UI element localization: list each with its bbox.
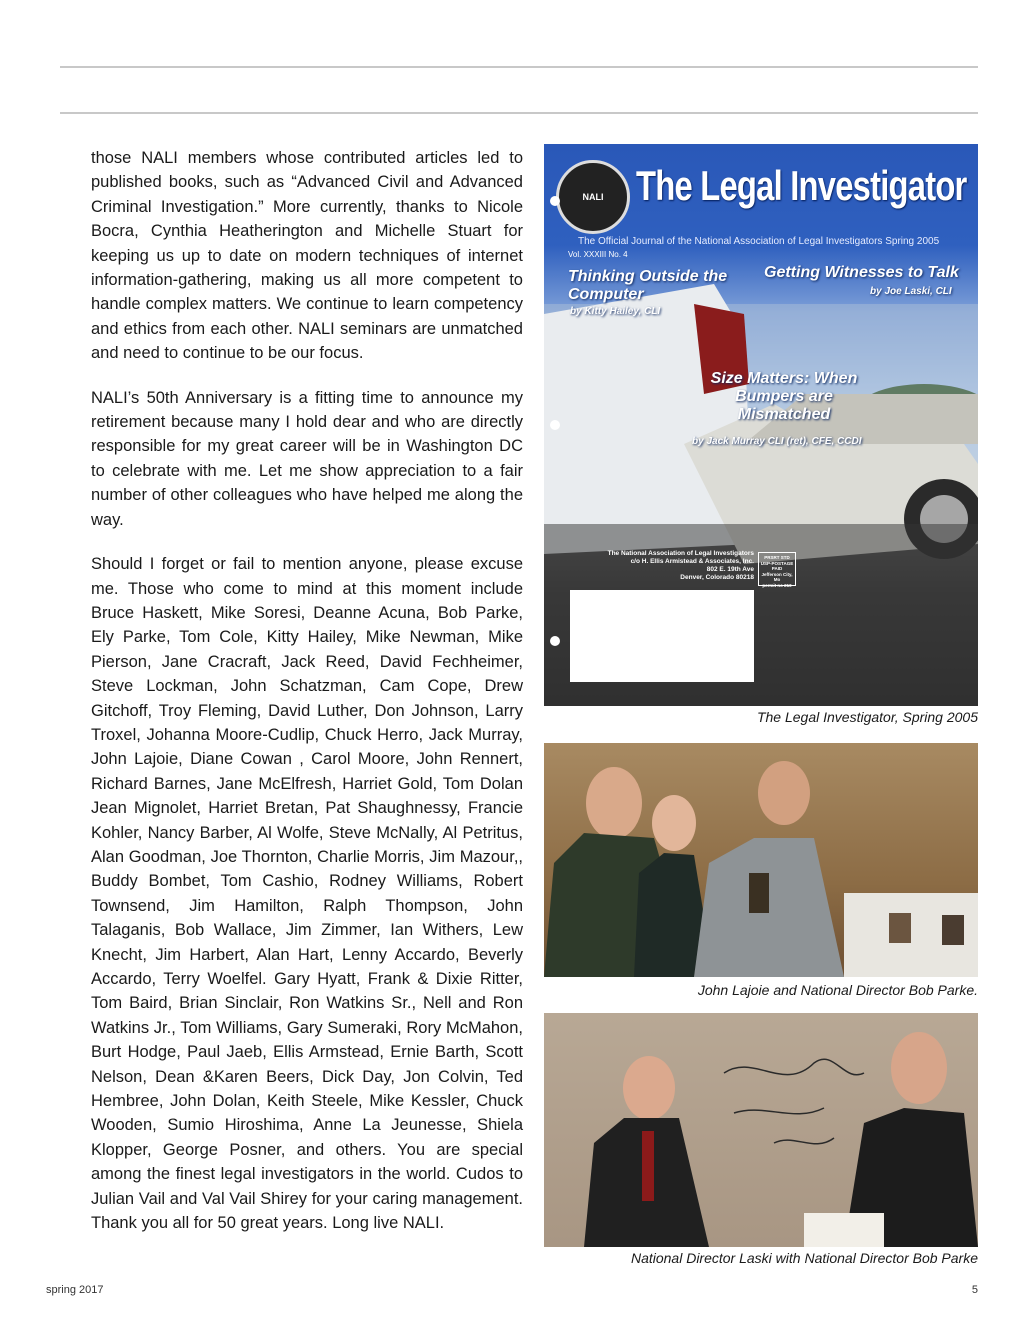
page-number: 5: [971, 1284, 978, 1296]
cover-byline-3: by Jack Murray CLI (ret), CFE, CCDI: [692, 436, 862, 447]
body-paragraph-3: Should I forget or fail to mention anyone, please excuse me. Those who come to mind at this moment include Bruce Haskett, Mike Soresi, Deanne Acuna, Bob Parke, Ely Parke, Tom Cole, Kitty Hailey, Mike Newman, Mike Pierson, Jane Cracraft, Jack Reed, David Fechheimer, Steve Lockman, John Schatzman, Cam Cope, Drew Gitchoff, Troy Fleming, David Luther, Don Johnson, Larry Troxel, Johanna Moore-Cudlip, Chuck Herro, Jack Murray, John Lajoie, Diane Cowan , Carol Moore, John Rennert, Richard Barnes, Jane McElfresh, Harriet Gold, Tom Dolan Jean Mignolet, Harriet Bretan, Pat Shaughnessy, Francie Kohler, Nancy Barber, Al Wolfe, Steve McNally, Al Petritus, Alan Goodman, Joe Thornton, Charlie Morris, Jim Mazour,, Buddy Bombet, Tom Cashio, Rodney Williams, Robert Townsend, Jim Hamilton, Ralph Thompson, John Talaganis, Bob Wallace, Jim Zimmer, Ian Withers, Lew Knecht, Jim Harbert, Alan Hart, Lenny Accardo, Beverly Accardo, Terry Woelfel. Gary Hyatt, Frank & Dixie Ritter, Tom Baird, Brian Sinclair, Ron Watkins Sr., Nell and Ron Watkins Jr., Tom Williams, Gary Sumeraki, Rory McMahon, Burt Hodge, Paul Jaeb, Ellis Armstead, Ernie Barth, Scott Nelson, Dean &Karen Beers, Dick Day, Jon Colvin, Ted Hembree, John Dolan, Keith Steele, Mike Kessler, Chuck Wooden, Sumio Hiroshima, Anne La Jeunesse, Shiela Klopper, George Posner, and others. You are special among the finest legal investigators in the world. Cudos to Julian Vail and Val Vail Shirey for your caring management. Thank you all for 50 great years. Long live NALI.: [91, 555, 523, 1233]
body-paragraph-2: NALI’s 50th Anniversary is a fitting time to announce my retirement because many I hold dear and who are directly responsible for my great career will be in Washington DC to celebrate with me. Let me show appreciation to a fair number of other colleagues who have helped me along the way.: [91, 388, 523, 529]
cover-byline-2: by Joe Laski, CLI: [870, 286, 952, 297]
cover-volume: Vol. XXXIII No. 4: [568, 250, 628, 259]
cover-headline-3: Size Matters: When Bumpers are Mismatched: [710, 370, 858, 423]
photo-1-art: [544, 743, 978, 977]
cover-headline-1: Thinking Outside the Computer: [568, 268, 728, 303]
body-text-column: [91, 146, 523, 1255]
footer-issue: spring 2017: [46, 1284, 104, 1296]
cover-byline-1: by Kitty Hailey, CLI: [570, 306, 661, 317]
address-line: 802 E. 19th Ave: [706, 566, 754, 573]
caption-photo-1: John Lajoie and National Director Bob Parke.: [697, 982, 978, 998]
photo-award-presentation: [544, 743, 978, 977]
postage-permit: [758, 552, 796, 586]
binder-hole: [550, 636, 560, 646]
nali-seal: [556, 160, 630, 234]
caption-photo-2: National Director Laski with National Director Bob Parke: [630, 1250, 978, 1266]
permit-line: PRSRT STD: [764, 555, 790, 560]
address-line: The National Association of Legal Investigators: [607, 550, 754, 557]
permit-line: Jefferson City, Mo: [761, 571, 793, 582]
photo-2-art: [544, 1013, 978, 1247]
magazine-cover-image: [544, 144, 978, 706]
body-paragraph-1: those NALI members whose contributed articles led to published books, such as “Advanced Civil and Advanced Criminal Investigation.” More currently, thanks to Nicole Bocra, Cynthia Heatherington and Michelle Stuart for keeping us up to date on modern techniques of internet information-gathering, making us all more competent to handle complex matters. We continue to learn competency and ethics from each other. NALI seminars are unmatched and need to continue to be our focus.: [91, 149, 523, 363]
binder-hole: [550, 420, 560, 430]
mailing-address: [594, 550, 754, 582]
header-rule-bottom: [60, 112, 978, 114]
permit-line: PAID: [771, 566, 783, 571]
binder-hole: [550, 196, 560, 206]
address-line: c/o H. Ellis Armistead & Associates, Inc.: [630, 558, 754, 565]
header-rule-top: [60, 66, 978, 68]
address-line: Denver, Colorado 80218: [680, 574, 754, 581]
permit-line: USP-POSTAGE: [760, 560, 794, 566]
cover-headline-2: Getting Witnesses to Talk: [764, 264, 959, 281]
cover-title: The Legal Investigator: [636, 162, 967, 209]
photo-signed-handshake: [544, 1013, 978, 1247]
seal-text: NALI: [582, 192, 604, 202]
cover-subtitle: The Official Journal of the National Association of Legal Investigators Spring 2005: [578, 236, 940, 247]
caption-cover: The Legal Investigator, Spring 2005: [756, 709, 978, 725]
mailing-label-blank: [570, 590, 754, 682]
permit-line: permit no 210: [762, 582, 792, 588]
